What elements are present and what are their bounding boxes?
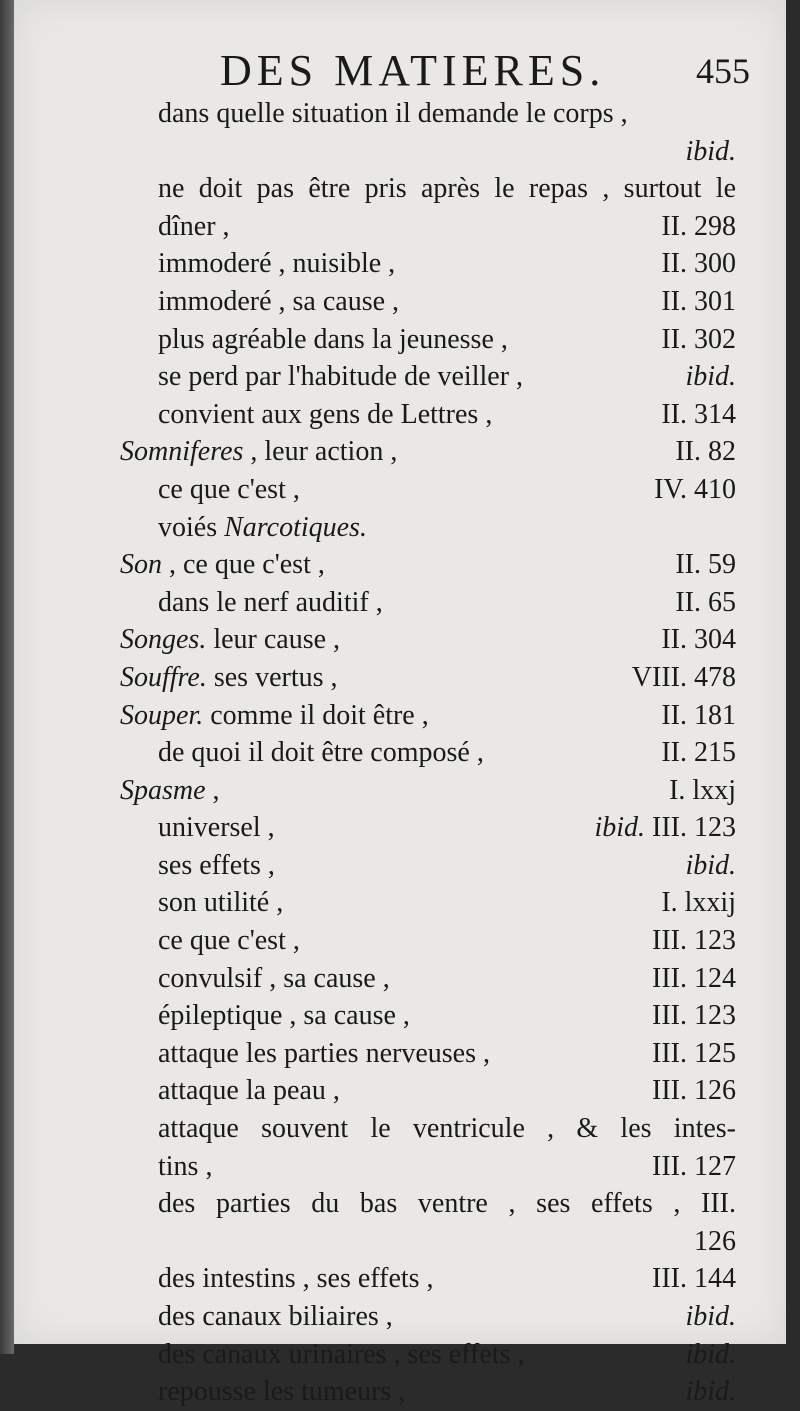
index-sub-entry xyxy=(14,95,786,133)
index-sub-entry xyxy=(14,509,786,547)
page-reference xyxy=(675,584,736,622)
entry-text xyxy=(158,584,383,622)
index-sub-entry xyxy=(14,584,786,622)
entry-description: repousse les tumeurs , xyxy=(158,1376,406,1408)
page-reference xyxy=(675,546,736,584)
entry-text xyxy=(158,1148,212,1186)
page-reference xyxy=(652,922,736,960)
page-reference-value: ibid. xyxy=(685,1301,736,1332)
index-sub-entry xyxy=(14,1223,786,1261)
index-sub-entry xyxy=(14,396,786,434)
page-reference xyxy=(632,659,736,697)
entry-heading: Souffre. xyxy=(120,661,207,693)
entry-description: convient aux gens de Lettres , xyxy=(158,398,493,430)
index-sub-entry xyxy=(14,1298,786,1336)
entry-heading: Spasme xyxy=(120,774,206,806)
entry-description: ce que c'est , xyxy=(158,473,300,505)
index-main-entry xyxy=(14,546,786,584)
index-sub-entry xyxy=(14,1072,786,1110)
entry-description: ne doit pas être pris après le repas , surtout le xyxy=(158,173,736,205)
page-reference-value: III. 123 xyxy=(652,812,736,844)
index-main-entry xyxy=(14,621,786,659)
entry-text xyxy=(158,922,300,960)
index-sub-entry xyxy=(14,847,786,885)
page-reference-value: ibid. xyxy=(685,361,736,393)
entry-text xyxy=(158,321,508,359)
index-sub-entry xyxy=(14,283,786,321)
entry-text xyxy=(158,170,736,208)
page-reference-value: II. 300 xyxy=(661,248,736,280)
book-spine-shadow xyxy=(0,0,14,1354)
running-title: DES MATIERES. xyxy=(220,46,606,95)
cross-reference: Narcotiques. xyxy=(224,511,367,543)
page-reference xyxy=(661,208,736,246)
entry-text xyxy=(158,734,484,772)
page-reference-value: II. 65 xyxy=(675,586,736,618)
index-sub-entry xyxy=(14,1373,786,1411)
page-reference xyxy=(675,433,736,471)
page-reference xyxy=(669,772,736,810)
page-reference xyxy=(594,809,736,847)
entry-text xyxy=(158,245,395,283)
page-reference-value: II. 215 xyxy=(661,737,736,769)
entry-text xyxy=(158,1260,434,1298)
entry-heading: Souper. xyxy=(120,699,204,731)
index-sub-entry xyxy=(14,884,786,922)
index-sub-entry xyxy=(14,358,786,396)
entry-description: se perd par l'habitude de veiller , xyxy=(158,361,524,393)
entry-text xyxy=(158,1336,524,1374)
entry-description: immoderé , nuisible , xyxy=(158,248,396,280)
page-reference xyxy=(661,283,736,321)
page-reference xyxy=(652,1260,736,1298)
entry-text xyxy=(158,1298,393,1336)
index-sub-entry xyxy=(14,133,786,171)
index-sub-entry xyxy=(14,1185,786,1223)
entry-description: des intestins , ses effets , xyxy=(158,1263,434,1295)
page-reference-value: III. 125 xyxy=(652,1037,736,1069)
page-reference xyxy=(661,245,736,283)
page-reference-value: II. 181 xyxy=(661,699,736,731)
page-reference xyxy=(685,847,736,885)
page-reference xyxy=(685,358,736,396)
index-main-entry xyxy=(14,772,786,810)
index-sub-entry xyxy=(14,1035,786,1073)
page-reference-value: ibid. xyxy=(685,1376,736,1408)
index-main-entry xyxy=(14,659,786,697)
page-reference-value: II. 304 xyxy=(661,624,736,656)
entry-description: dîner , xyxy=(158,210,230,242)
entry-description: des parties du bas ventre , ses effets , III. xyxy=(158,1188,736,1220)
page-reference-value: IV. 410 xyxy=(654,473,736,505)
page-reference-prefix: ibid. xyxy=(594,812,646,844)
entry-text xyxy=(120,659,338,697)
entry-text xyxy=(158,1072,340,1110)
page-reference-value: II. 298 xyxy=(661,210,736,242)
page-reference xyxy=(661,621,736,659)
entry-description: ses vertus , xyxy=(206,661,338,693)
entry-description: dans le nerf auditif , xyxy=(158,586,383,618)
entry-description: leur cause , xyxy=(206,624,341,656)
entry-text xyxy=(158,997,410,1035)
index-entries xyxy=(14,95,786,1411)
index-main-entry xyxy=(14,697,786,735)
page-reference-value: ibid. xyxy=(685,135,736,167)
page-reference xyxy=(652,1148,736,1186)
entry-description: plus agréable dans la jeunesse , xyxy=(158,323,508,355)
index-sub-entry xyxy=(14,734,786,772)
index-sub-entry xyxy=(14,1110,786,1148)
index-sub-entry xyxy=(14,321,786,359)
page-reference-value: III. 123 xyxy=(652,1000,736,1032)
page-reference xyxy=(694,1223,736,1261)
page-reference-value: III. 144 xyxy=(652,1263,736,1295)
entry-text xyxy=(158,358,523,396)
entry-description: de quoi il doit être composé , xyxy=(158,737,484,769)
entry-description: comme il doit être , xyxy=(203,699,429,731)
page-reference-value: ibid. xyxy=(685,1338,736,1370)
page-reference xyxy=(661,884,736,922)
page-reference-value: 126 xyxy=(694,1225,736,1257)
page-reference xyxy=(654,471,736,509)
entry-text xyxy=(158,847,275,885)
page-reference xyxy=(685,1298,736,1336)
entry-heading: Son xyxy=(120,549,162,581)
index-sub-entry xyxy=(14,960,786,998)
page-reference xyxy=(652,1035,736,1073)
running-header xyxy=(220,44,750,98)
entry-text xyxy=(158,1110,736,1148)
entry-description: tins , xyxy=(158,1150,213,1182)
entry-text xyxy=(120,433,397,471)
entry-text xyxy=(120,697,429,735)
page-reference-value: III. 127 xyxy=(652,1150,736,1182)
page-reference xyxy=(661,396,736,434)
index-main-entry xyxy=(14,433,786,471)
entry-text xyxy=(158,471,300,509)
entry-description: , leur action , xyxy=(243,436,398,468)
page-reference xyxy=(661,734,736,772)
index-sub-entry xyxy=(14,1260,786,1298)
entry-description: ce que c'est , xyxy=(158,925,300,957)
page-reference-value: II. 82 xyxy=(675,436,736,468)
entry-heading: Somniferes xyxy=(120,436,244,468)
entry-description: des canaux biliaires , xyxy=(158,1301,393,1332)
index-sub-entry xyxy=(14,809,786,847)
page-reference-value: III. 123 xyxy=(652,925,736,957)
page-reference xyxy=(685,1373,736,1411)
page-reference xyxy=(661,697,736,735)
page-reference-value: I. lxxij xyxy=(661,887,736,919)
entry-description: , xyxy=(205,774,220,806)
index-sub-entry xyxy=(14,1336,786,1374)
page-reference xyxy=(652,960,736,998)
page-reference-value: ibid. xyxy=(685,849,736,881)
page-reference-value: VIII. 478 xyxy=(631,661,736,693)
entry-description: convulsif , sa cause , xyxy=(158,962,390,994)
page-reference-value: II. 302 xyxy=(661,323,736,355)
entry-text xyxy=(158,509,367,547)
index-sub-entry xyxy=(14,1148,786,1186)
index-sub-entry xyxy=(14,997,786,1035)
entry-text xyxy=(120,621,340,659)
page-reference xyxy=(685,133,736,171)
page-reference-value: I. lxxj xyxy=(669,774,736,806)
page-reference-value: II. 314 xyxy=(661,398,736,430)
page-reference-value: II. 301 xyxy=(661,285,736,317)
book-page xyxy=(14,0,786,1408)
page-reference xyxy=(652,997,736,1035)
page-reference xyxy=(652,1072,736,1110)
index-sub-entry xyxy=(14,208,786,246)
index-sub-entry xyxy=(14,245,786,283)
entry-description: ses effets , xyxy=(158,849,275,881)
index-sub-entry xyxy=(14,471,786,509)
entry-text xyxy=(158,960,390,998)
entry-description: attaque souvent le ventricule , & les intes- xyxy=(158,1113,736,1145)
page-reference xyxy=(685,1336,736,1374)
entry-description: dans quelle situation il demande le corps , xyxy=(158,98,628,129)
entry-description: son utilité , xyxy=(158,887,284,919)
page-reference xyxy=(661,321,736,359)
index-sub-entry xyxy=(14,922,786,960)
entry-text xyxy=(120,772,220,810)
entry-description: attaque les parties nerveuses , xyxy=(158,1037,490,1069)
page-reference-value: II. 59 xyxy=(675,549,736,581)
entry-text xyxy=(158,208,230,246)
entry-heading: Songes. xyxy=(120,624,207,656)
entry-description: universel , xyxy=(158,812,275,844)
entry-text xyxy=(158,1373,405,1411)
entry-text xyxy=(158,1185,736,1223)
entry-text xyxy=(158,809,275,847)
entry-description: épileptique , sa cause , xyxy=(158,1000,410,1032)
entry-description: , ce que c'est , xyxy=(162,549,325,581)
entry-text xyxy=(158,1035,490,1073)
entry-description: des canaux urinaires , ses effets , xyxy=(158,1338,525,1370)
entry-description: voiés xyxy=(158,511,225,543)
index-sub-entry xyxy=(14,170,786,208)
entry-description: immoderé , sa cause , xyxy=(158,285,400,317)
page-reference-value: III. 126 xyxy=(652,1075,736,1107)
entry-description: attaque la peau , xyxy=(158,1075,340,1107)
page-number: 455 xyxy=(696,51,750,91)
entry-text xyxy=(120,546,325,584)
entry-text xyxy=(158,95,628,133)
entry-text xyxy=(158,396,492,434)
page-reference-value: III. 124 xyxy=(652,962,736,994)
entry-text xyxy=(158,884,283,922)
entry-text xyxy=(158,283,399,321)
